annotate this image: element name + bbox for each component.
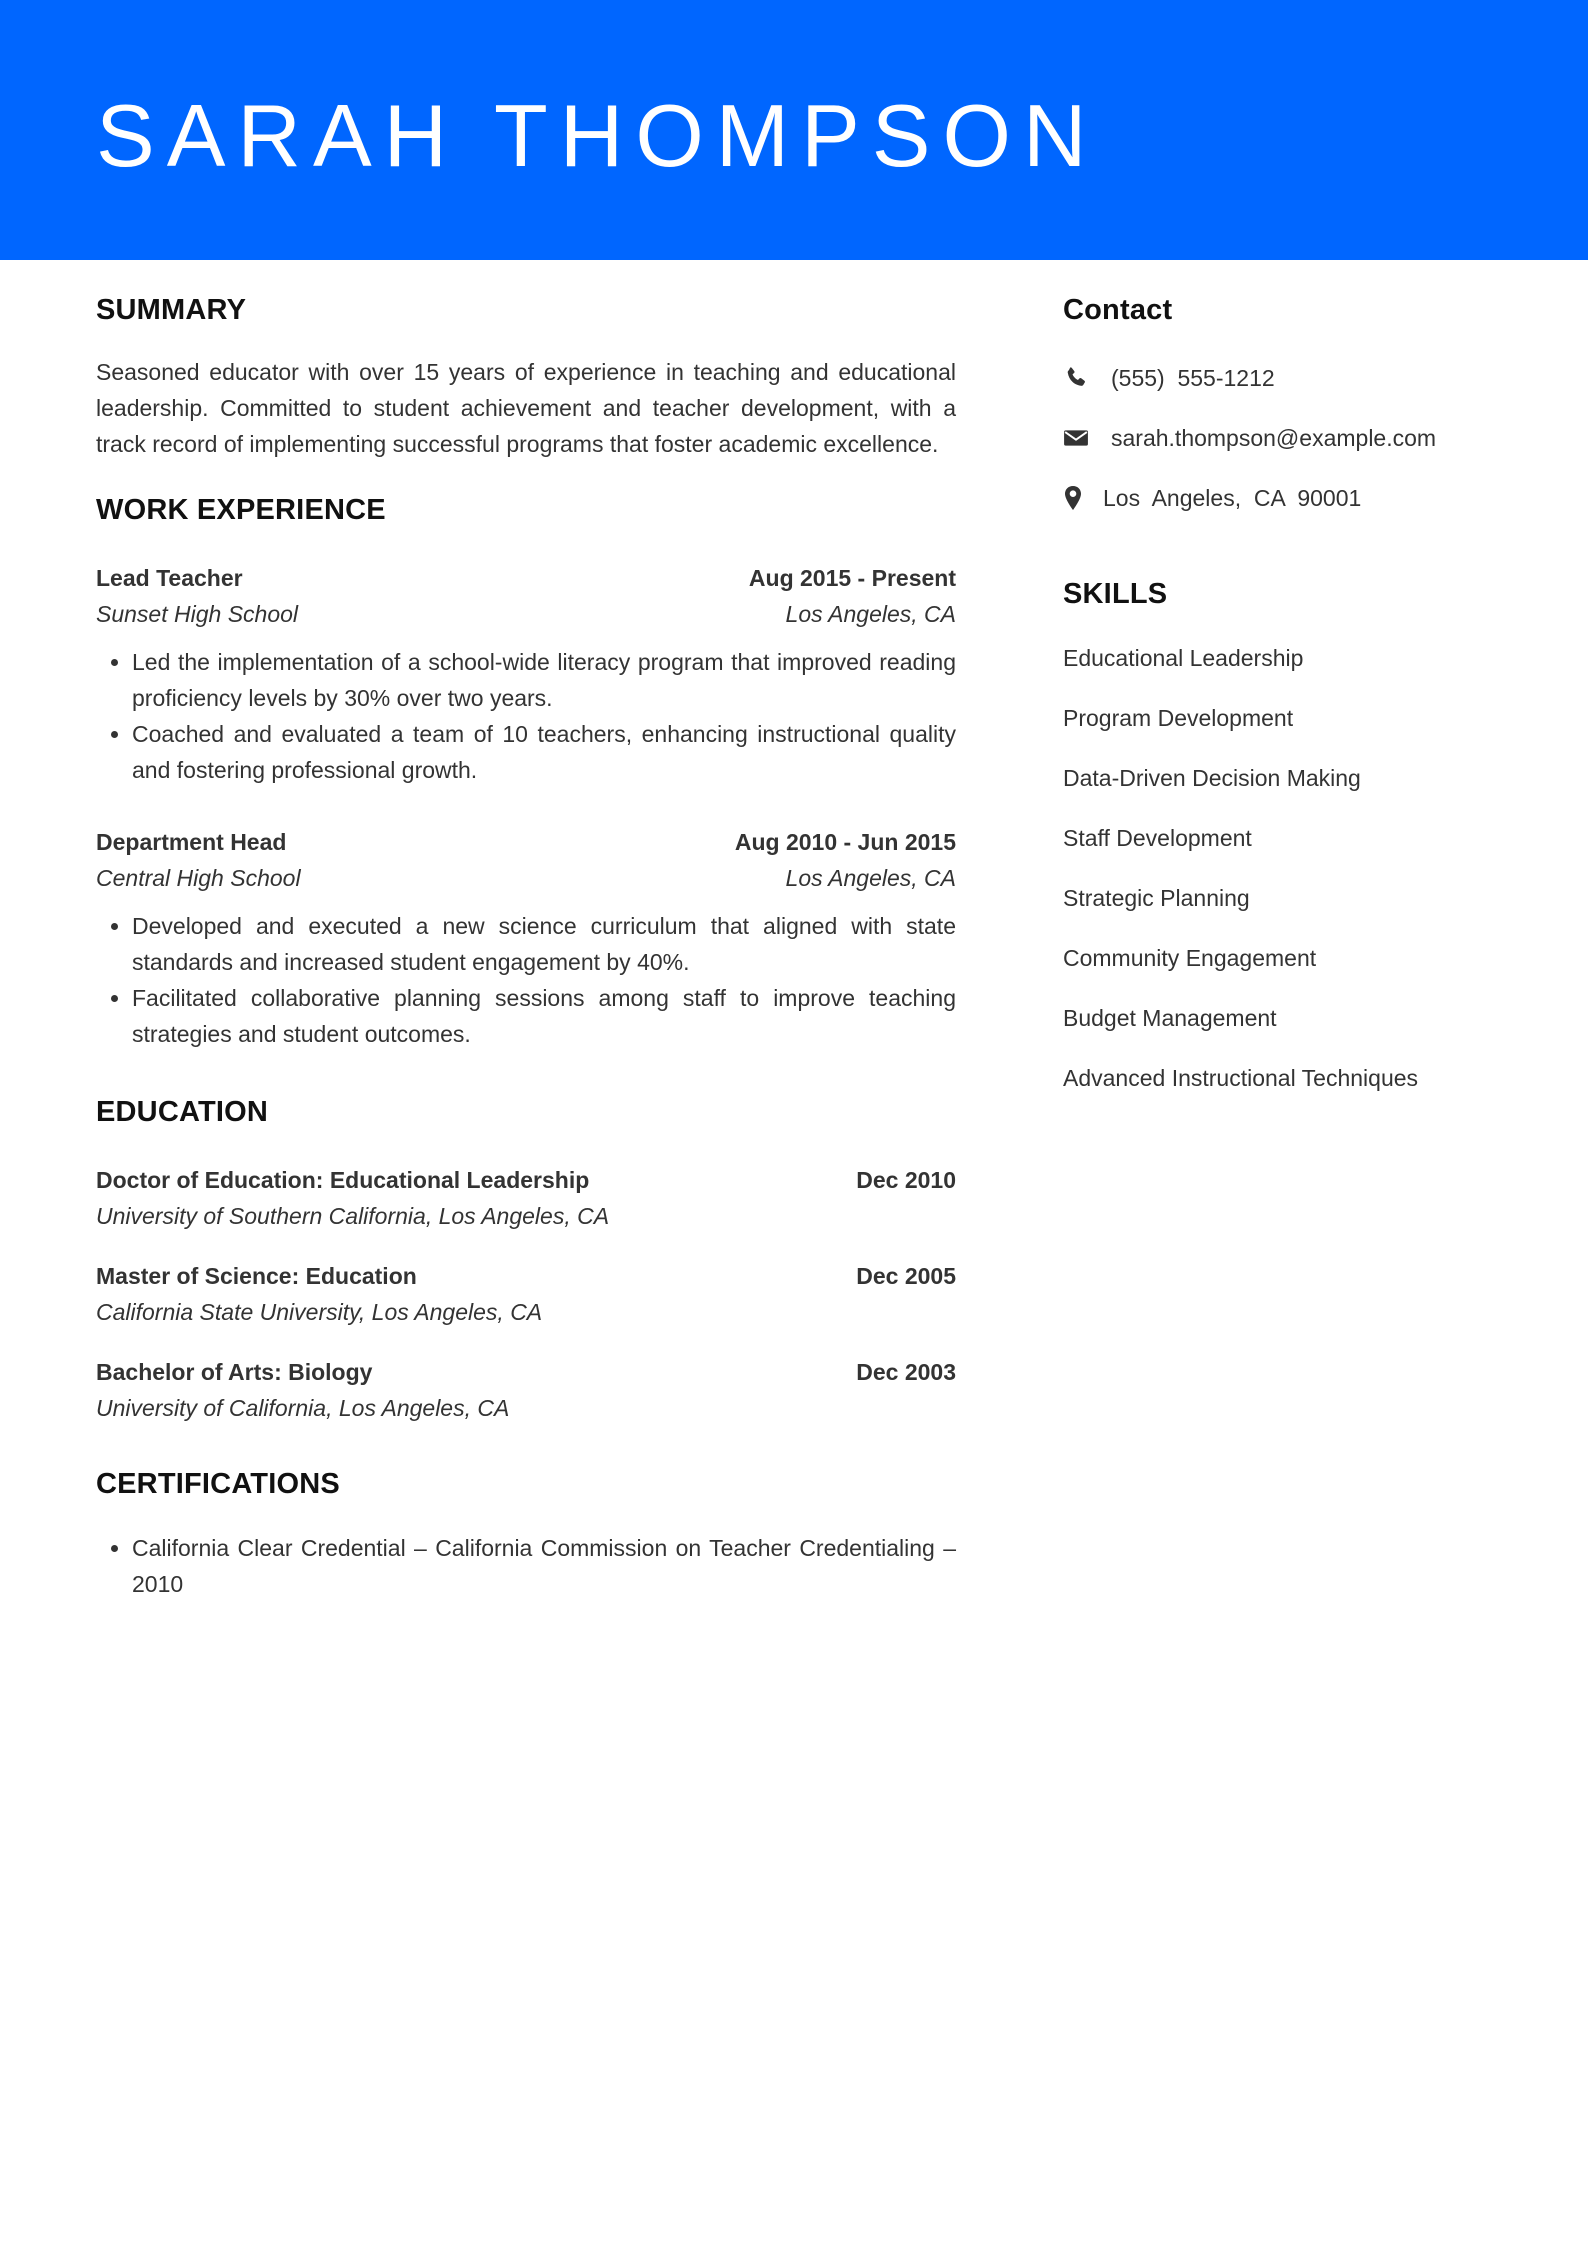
envelope-icon	[1063, 425, 1089, 451]
education-entry	[96, 1162, 956, 1234]
education-entry	[96, 1258, 956, 1330]
job-bullets	[96, 644, 956, 788]
contact-heading: Contact	[1063, 294, 1173, 326]
skill-item: Program Development	[1063, 705, 1294, 731]
degree: Master of Science: Education	[96, 1263, 417, 1289]
education-heading: EDUCATION	[96, 1096, 269, 1128]
skill-item: Staff Development	[1063, 825, 1252, 851]
candidate-name: SARAH THOMPSON	[96, 86, 1099, 185]
certifications-section	[96, 1464, 956, 1602]
job-dates: Aug 2010 - Jun 2015	[734, 829, 956, 855]
location-text: Los Angeles, CA 90001	[1103, 485, 1362, 511]
skill-item: Strategic Planning	[1063, 885, 1250, 911]
summary-text: Seasoned educator with over 15 years of experience in teaching and educational leadership. Committed to student achievement and teacher development, with a track record of implementing successful programs that foster academic excellence.	[96, 359, 956, 457]
job-entry	[96, 560, 956, 788]
school: University of Southern California, Los Angeles, CA	[96, 1203, 610, 1229]
skill-item: Community Engagement	[1063, 945, 1317, 971]
skill-item: Advanced Instructional Techniques	[1063, 1065, 1419, 1091]
job-dates: Aug 2015 - Present	[748, 565, 956, 591]
job-bullet: • Developed and executed a new science curriculum that aligned with state standards and increased student engagement by 40%.	[132, 908, 956, 980]
map-pin-icon	[1063, 485, 1083, 511]
contact-phone	[1063, 360, 1523, 396]
job-employer: Sunset High School	[96, 601, 299, 627]
job-bullet: • Led the implementation of a school-wide literacy program that improved reading proficiency levels by 30% over two years.	[132, 644, 956, 716]
skills-section	[1063, 574, 1523, 1096]
degree-date: Dec 2005	[856, 1263, 956, 1289]
skills-list	[1063, 640, 1523, 1096]
degree: Bachelor of Arts: Biology	[96, 1359, 373, 1385]
header-banner	[0, 0, 1588, 260]
degree-date: Dec 2003	[856, 1359, 956, 1385]
experience-heading: WORK EXPERIENCE	[96, 494, 386, 526]
contact-email	[1063, 420, 1523, 456]
email-address[interactable]: sarah.thompson@example.com	[1111, 425, 1437, 451]
education-section	[96, 1092, 956, 1426]
certification-list	[96, 1530, 956, 1602]
job-role: Department Head	[96, 829, 287, 855]
skill-item: Budget Management	[1063, 1005, 1277, 1031]
contact-section	[1063, 290, 1523, 516]
job-entry	[96, 824, 956, 1052]
job-location: Los Angeles, CA	[785, 601, 956, 627]
contact-location	[1063, 480, 1523, 516]
sidebar-column	[1063, 290, 1523, 1120]
skills-heading: SKILLS	[1063, 578, 1168, 610]
job-bullet: • Coached and evaluated a team of 10 teachers, enhancing instructional quality and fostering professional growth.	[132, 716, 956, 788]
main-column	[96, 290, 956, 1602]
job-bullets	[96, 908, 956, 1052]
phone-number[interactable]: (555) 555-1212	[1111, 365, 1275, 391]
school: California State University, Los Angeles, CA	[96, 1299, 543, 1325]
degree: Doctor of Education: Educational Leadership	[96, 1167, 590, 1193]
certifications-heading: CERTIFICATIONS	[96, 1468, 340, 1500]
job-employer: Central High School	[96, 865, 301, 891]
job-role: Lead Teacher	[96, 565, 243, 591]
job-location: Los Angeles, CA	[785, 865, 956, 891]
job-bullet: • Facilitated collaborative planning sessions among staff to improve teaching strategies and student outcomes.	[132, 980, 956, 1052]
skill-item: Data-Driven Decision Making	[1063, 765, 1361, 791]
school: University of California, Los Angeles, CA	[96, 1395, 510, 1421]
skill-item: Educational Leadership	[1063, 645, 1304, 671]
phone-icon	[1063, 365, 1089, 391]
summary-section	[96, 290, 956, 462]
education-entry	[96, 1354, 956, 1426]
certification-item: • California Clear Credential – California Commission on Teacher Credentialing – 2010	[132, 1530, 956, 1602]
degree-date: Dec 2010	[856, 1167, 956, 1193]
summary-heading: SUMMARY	[96, 294, 247, 326]
experience-section	[96, 490, 956, 1052]
